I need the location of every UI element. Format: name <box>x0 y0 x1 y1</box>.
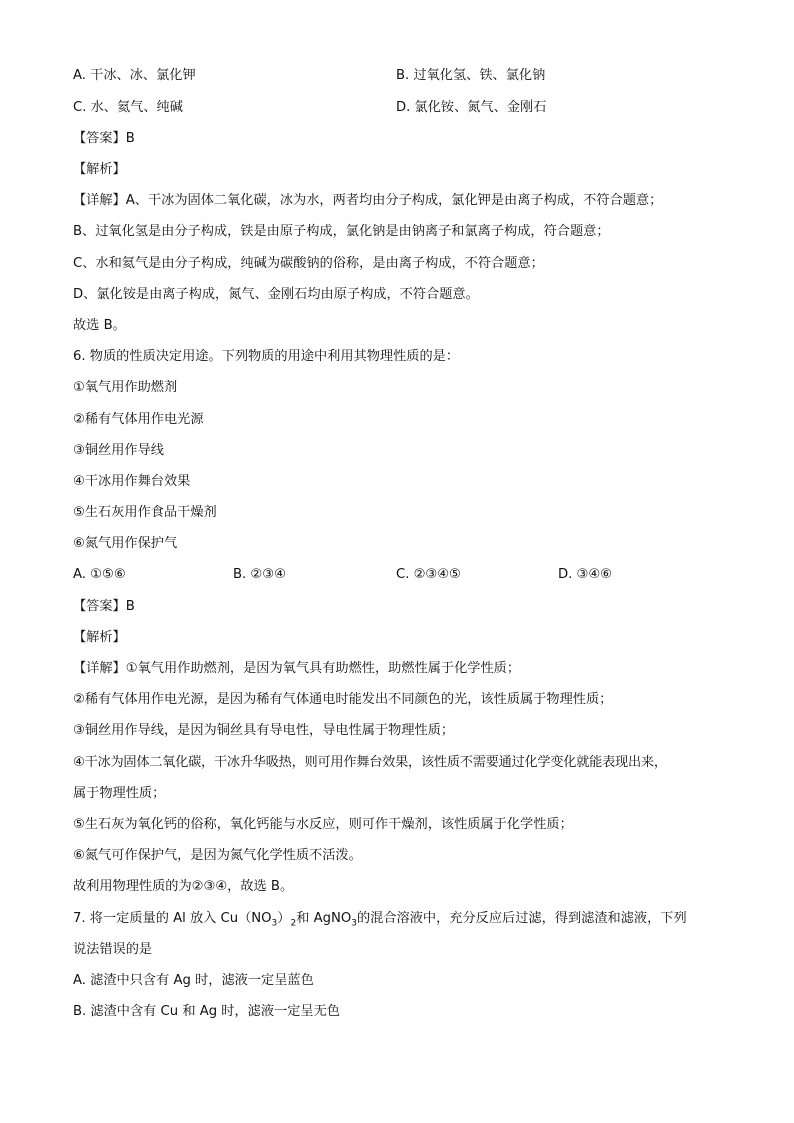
q7-stem-part: ） <box>277 911 291 926</box>
q7-stem <box>73 910 687 933</box>
q6-item: ⑤生石灰用作食品干燥剂 <box>73 505 217 520</box>
q5-option-c: C. 水、氦气、纯碱 <box>73 100 183 115</box>
q6-item: ⑥氮气用作保护气 <box>73 536 178 551</box>
q5-analysis-label: 【解析】 <box>73 162 126 177</box>
q6-answer: 【答案】B <box>73 599 135 614</box>
q5-option-b: B. 过氧化氢、铁、氯化钠 <box>396 68 546 83</box>
q6-detail-line: ⑥氮气可作保护气，是因为氮气化学性质不活泼。 <box>73 848 362 863</box>
q5-detail-line: D、氯化铵是由离子构成，氮气、金刚石均由原子构成，不符合题意。 <box>73 287 479 302</box>
q6-option-c: C. ②③④⑤ <box>396 567 461 582</box>
q7-stem-part: 7. 将一定质量的 Al 放入 Cu（NO <box>73 911 272 926</box>
q6-detail-line: 【详解】①氧气用作助燃剂，是因为氧气具有助燃性，助燃性属于化学性质； <box>73 661 521 676</box>
q6-detail-line: 属于物理性质； <box>73 786 166 801</box>
q6-option-a: A. ①⑤⑥ <box>73 567 126 582</box>
q6-detail-line: ②稀有气体用作电光源，是因为稀有气体通电时能发出不同颜色的光，该性质属于物理性质； <box>73 692 613 707</box>
q6-item: ④干冰用作舞台效果 <box>73 474 191 489</box>
q5-option-d: D. 氯化铵、氮气、金刚石 <box>396 100 547 115</box>
q5-detail-line: 【详解】A、干冰为固体二氧化碳，冰为水，两者均由分子构成，氯化钾是由离子构成，不符合题意； <box>73 193 663 208</box>
q6-analysis-label: 【解析】 <box>73 630 126 645</box>
q7-stem-continued: 说法错误的是 <box>73 942 153 957</box>
q6-detail-line: ③铜丝用作导线，是因为铜丝具有导电性，导电性属于物理性质； <box>73 723 455 738</box>
q5-option-a: A. 干冰、冰、氯化钾 <box>73 68 196 83</box>
q6-item: ①氧气用作助燃剂 <box>73 380 178 395</box>
q6-detail-line: ⑤生石灰为氧化钙的俗称，氧化钙能与水反应，则可作干燥剂，该性质属于化学性质； <box>73 817 573 832</box>
q7-option-b: B. 滤渣中含有 Cu 和 Ag 时，滤液一定呈无色 <box>73 1004 340 1019</box>
q6-stem: 6. 物质的性质决定用途。下列物质的用途中利用其物理性质的是： <box>73 349 460 364</box>
q7-stem-part: 和 AgNO <box>296 911 352 926</box>
q6-option-d: D. ③④⑥ <box>558 567 613 582</box>
q5-answer: 【答案】B <box>73 131 135 146</box>
q6-option-b: B. ②③④ <box>233 567 286 582</box>
q5-detail-line: C、水和氦气是由分子构成，纯碱为碳酸钠的俗称，是由离子构成，不符合题意； <box>73 256 544 271</box>
q7-option-a: A. 滤渣中只含有 Ag 时，滤液一定呈蓝色 <box>73 973 314 988</box>
q6-detail-line: ④干冰为固体二氧化碳，干冰升华吸热，则可用作舞台效果，该性质不需要通过化学变化就能表现出来， <box>73 755 667 770</box>
q7-stem-part: 的混合溶液中，充分反应后过滤，得到滤渣和滤液，下列 <box>356 911 687 926</box>
q5-conclusion: 故选 B。 <box>73 318 126 333</box>
q7-subscript: 3 <box>271 918 278 929</box>
q6-item: ③铜丝用作导线 <box>73 443 164 458</box>
q6-conclusion: 故利用物理性质的为②③④，故选 B。 <box>73 879 294 894</box>
q5-detail-line: B、过氧化氢是由分子构成，铁是由原子构成，氯化钠是由钠离子和氯离子构成，符合题意； <box>73 224 610 239</box>
q7-subscript: 3 <box>351 918 357 929</box>
q6-item: ②稀有气体用作电光源 <box>73 412 204 427</box>
q7-subscript: 2 <box>290 918 297 929</box>
